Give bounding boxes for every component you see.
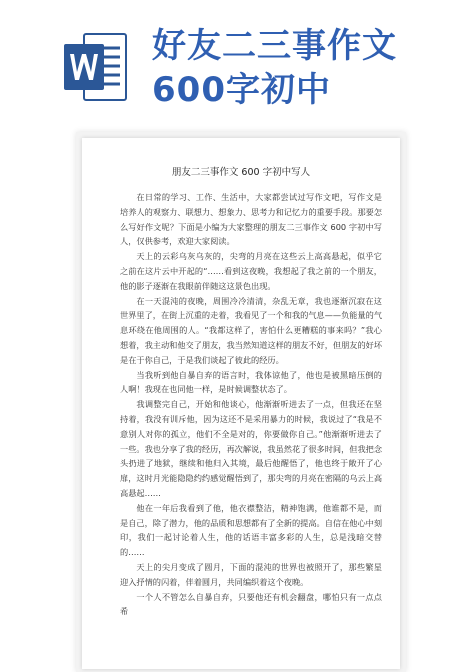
page-title: 好友二三事作文600字初中 [152,26,397,110]
document-title: 朋友二三事作文 600 字初中写人 [171,167,311,178]
document-body [120,190,382,619]
header [0,0,474,120]
document-page [82,138,400,669]
paragraph: 他在一年后我看到了他，他衣襟整洁，精神饱满，他谁都不是，而是自己，除了潜力，他的品质和思想都有了全新的提高。自信在他心中刻印，我们一起讨论着人生，他的话语丰富多彩的人生，总是浅暗交替的…… [120,502,383,558]
paragraph: 在日常的学习、工作、生活中，大家都尝试过写作文吧，写作文是培养人的观察力、联想力、想象力、思考力和记忆力的重要手段。那要怎么写好作文呢？下面是小编为大家整理的朋友二三事作文 600 字初中写人，仅供参考，欢迎大家阅读。 [120,192,383,247]
word-document-icon [64,30,128,104]
paragraph: 当我听到他自暴自弃的语言时，我体谅他了，他也是被黑暗压倒的人啊！我现在也同他一样，是时候调整状态了。 [120,369,382,395]
paragraph: 我调整完自己，开始和他谈心，他渐渐听进去了一点，但我还在坚持着，我没有训斥他，因为这还不是采用暴力的时候，我说过了“我是不意别人对你的孤立，他们不全是对的，你要做你自己。”他渐渐听进去了一些。我也分享了我的经历，再次解说，我虽然花了很多时间，但我把念头扔进了地狱，继续和他归入其境，最后他醒悟了，他也终于敞开了心扉，这时月光能隐隐约约感觉醒悟到了，那尖弯的月亮在密隔的乌云上高高悬起…… [120,399,383,498]
paragraph: 一个人不管怎么自暴自弃，只要他还有机会翻盘，哪怕只有一点点希 [120,591,382,617]
paragraph: 在一天混沌的夜晚，周围冷冷清清，杂乱无章，我也逐渐沉寂在这世界里了，在街上沉重的走着，我看见了一个和我的气息——负能量的气息环绕在他周围的人。“我都这样了，害怕什么更糟糕的事来吗？”我心想着，我主动和他交了朋友，我当然知道这样的朋友不好，但朋友的好坏是在于你自己，于是我们谈起了彼此的经历。 [120,295,383,365]
paragraph: 天上的云彩乌灰乌灰的，尖弯的月亮在这些云上高高悬起，似乎它之前在这片云中开起的“……看到这夜晚，我想起了我之前的一个朋友，他的影子逐渐在我眼前伴随这这景色出现。 [120,251,382,291]
paragraph: 天上的尖月变成了圆月，下面的混沌的世界也被照开了，那些繁星迎入抒情的闪着，伴着圆月，共同编织着这个夜晚。 [120,561,382,587]
